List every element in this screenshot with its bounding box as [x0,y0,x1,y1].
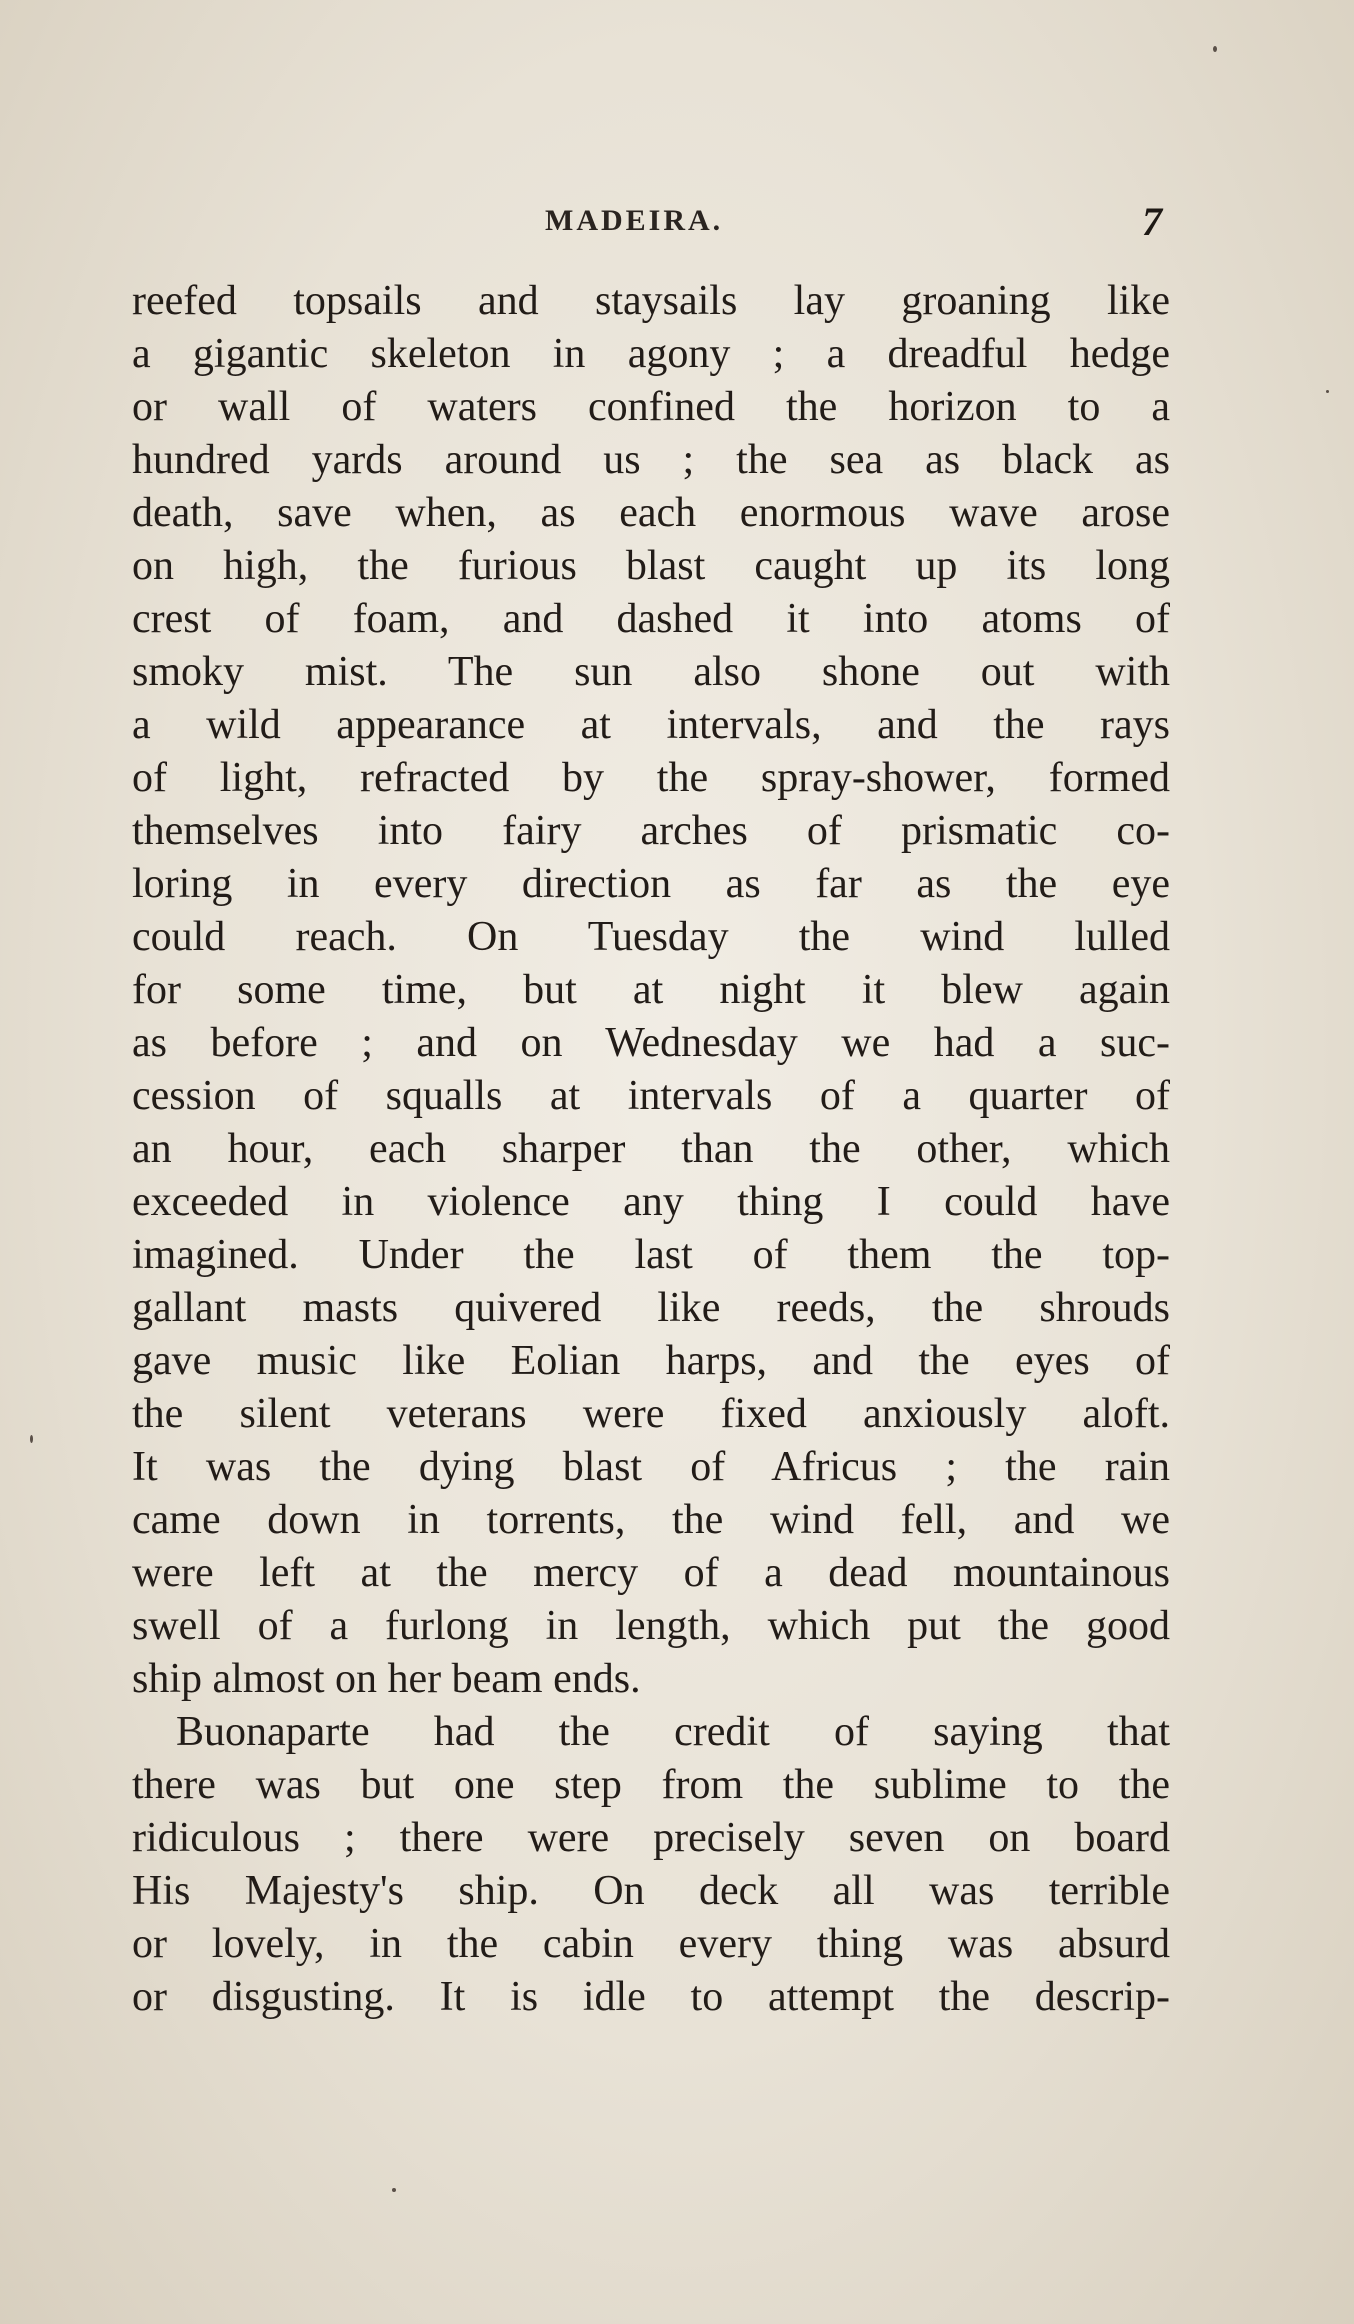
text-line: themselves into fairy arches of prismatic co- [132,808,1170,854]
text-line: exceeded in violence any thing I could have [132,1179,1170,1225]
paper-speck [30,1435,33,1443]
text-line: as before ; and on Wednesday we had a suc- [132,1020,1170,1066]
paper-speck [1326,390,1329,393]
text-line: on high, the furious blast caught up its long [132,543,1170,589]
text-line: reefed topsails and staysails lay groaning like [132,278,1170,324]
paragraph-start-line: Buonaparte had the credit of saying that [176,1709,1170,1755]
text-line: cession of squalls at intervals of a quarter of [132,1073,1170,1119]
body-text [132,275,1170,2024]
text-line: came down in torrents, the wind fell, and we [132,1497,1170,1543]
page-number: 7 [1142,199,1162,244]
text-line: smoky mist. The sun also shone out with [132,649,1170,695]
text-line: His Majesty's ship. On deck all was terrible [132,1868,1170,1914]
text-line: crest of foam, and dashed it into atoms of [132,596,1170,642]
text-line: for some time, but at night it blew again [132,967,1170,1013]
running-title: MADEIRA. [545,204,724,237]
text-line: a wild appearance at intervals, and the rays [132,702,1170,748]
paragraph-end-line: ship almost on her beam ends. [132,1656,641,1702]
text-line: gave music like Eolian harps, and the eyes of [132,1338,1170,1384]
paper-speck [392,2188,396,2192]
text-line: or wall of waters confined the horizon to a [132,384,1170,430]
text-line: hundred yards around us ; the sea as black as [132,437,1170,483]
text-line: the silent veterans were fixed anxiously aloft. [132,1391,1170,1437]
text-line: death, save when, as each enormous wave arose [132,490,1170,536]
text-line: there was but one step from the sublime to the [132,1762,1170,1808]
text-line: or disgusting. It is idle to attempt the descrip- [132,1974,1170,2020]
text-line: or lovely, in the cabin every thing was absurd [132,1921,1170,1967]
text-line: swell of a furlong in length, which put the good [132,1603,1170,1649]
text-line: gallant masts quivered like reeds, the shrouds [132,1285,1170,1331]
text-line: It was the dying blast of Africus ; the rain [132,1444,1170,1490]
text-line: a gigantic skeleton in agony ; a dreadful hedge [132,331,1170,377]
text-line: loring in every direction as far as the eye [132,861,1170,907]
text-line: could reach. On Tuesday the wind lulled [132,914,1170,960]
running-head [0,199,1354,244]
text-line: were left at the mercy of a dead mountainous [132,1550,1170,1596]
text-line: an hour, each sharper than the other, which [132,1126,1170,1172]
text-line: imagined. Under the last of them the top- [132,1232,1170,1278]
text-line: ridiculous ; there were precisely seven on board [132,1815,1170,1861]
text-line: of light, refracted by the spray-shower, formed [132,755,1170,801]
paper-speck [1213,46,1217,52]
